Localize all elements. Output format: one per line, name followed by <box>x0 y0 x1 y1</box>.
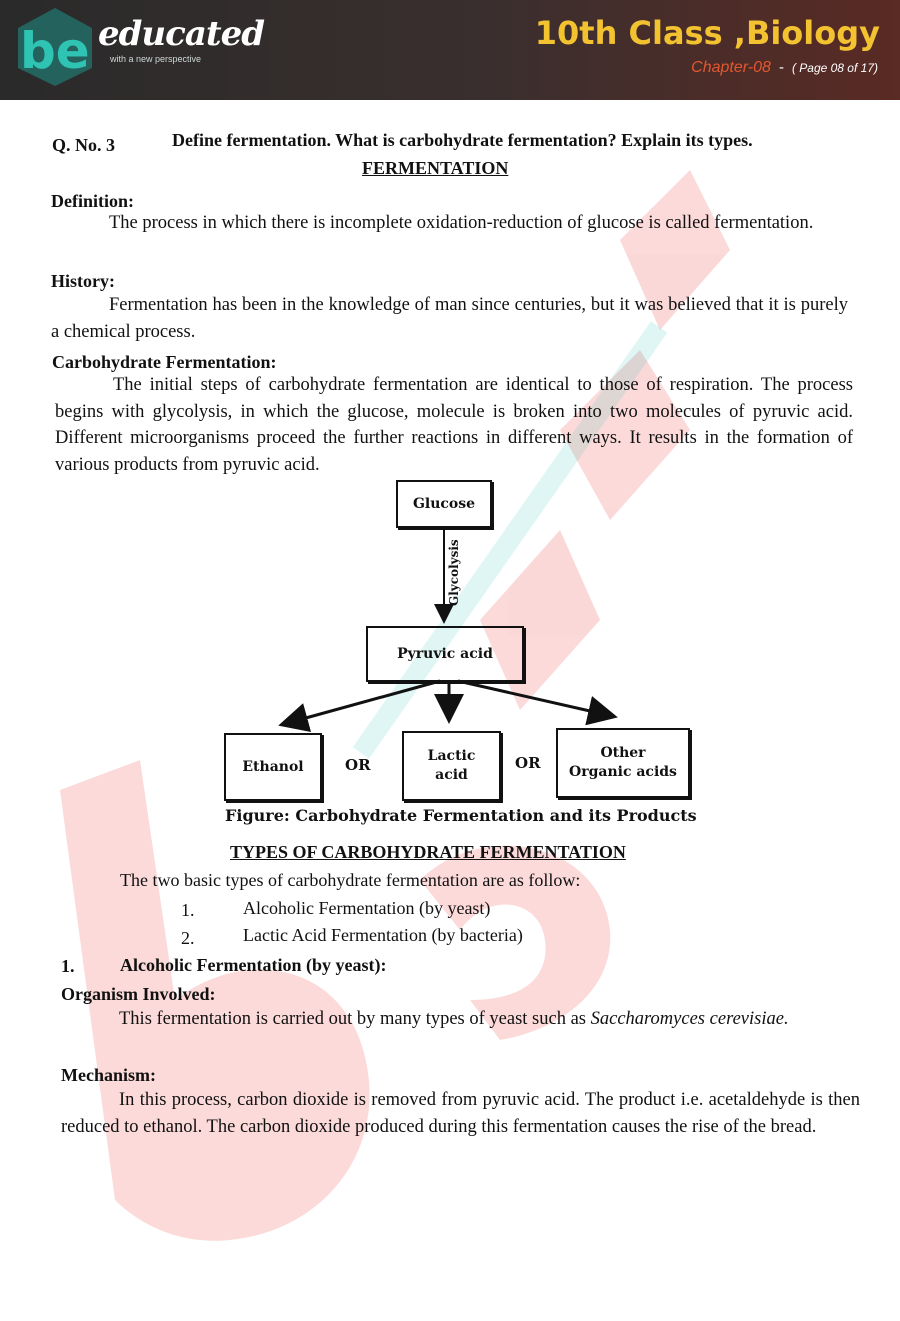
or-label-2: OR <box>515 754 541 772</box>
history-body: Fermentation has been in the knowledge of man since centuries, but it was believed that it is purely a chemical process. <box>51 295 848 342</box>
types-item-1: Alcoholic Fermentation (by yeast) <box>243 898 491 918</box>
figure-caption-b: Fermentation and its Products <box>422 806 697 825</box>
types-intro: The two basic types of carbohydrate fermentation are as follow: <box>120 870 581 890</box>
types-heading: TYPES OF CARBOHYDRATE FERMENTATION <box>230 842 626 862</box>
mechanism-label: Mechanism: <box>61 1065 156 1085</box>
class-title: 10th Class ,Biology <box>534 14 880 52</box>
organism-body: This fermentation is carried out by many types of yeast such as <box>119 1009 591 1029</box>
figure-caption <box>225 803 697 829</box>
page-number: ( Page 08 of 17) <box>791 61 878 75</box>
ethanol-box: Ethanol <box>224 733 322 801</box>
carbohydrate-body: The initial steps of carbohydrate fermentation are identical to those of respiration. The process begins with glycolysis, in which the glucose, molecule is broken into two molecules of pyruvic acid. Different microorganisms proceed the further reactions in different ways. It results in the formation of various products from pyruvic acid. <box>55 375 853 475</box>
history-label: History: <box>51 271 115 291</box>
organism-species-genus: Saccharomyces <box>590 1009 706 1029</box>
definition-body: The process in which there is incomplete oxidation-reduction of glucose is called fermentation. <box>109 213 814 233</box>
other-line-1: Other <box>600 745 646 761</box>
organism-text <box>61 1006 858 1033</box>
types-item-2-number: 2. <box>181 928 195 948</box>
carbohydrate-label: Carbohydrate Fermentation: <box>52 352 277 372</box>
other-line-2: Organic acids <box>569 764 677 780</box>
other-organic-acids-box <box>556 728 690 798</box>
figure-caption-a: Figure: Carbohydrate <box>225 806 423 825</box>
definition-label: Definition: <box>51 191 134 211</box>
svg-text:be: be <box>20 22 90 80</box>
mechanism-body: In this process, carbon dioxide is removed from pyruvic acid. The product i.e. acetaldehyde is then reduced to ethanol. The carbon dioxide produced during this fermentation causes the rise of the bread. <box>61 1090 860 1137</box>
lactic-line-2: acid <box>435 767 468 783</box>
question-text: Define fermentation. What is carbohydrate fermentation? Explain its types. <box>172 130 753 150</box>
types-item-2: Lactic Acid Fermentation (by bacteria) <box>243 925 523 945</box>
types-item-1-number: 1. <box>181 900 195 920</box>
alcoholic-number: 1. <box>61 956 75 976</box>
alcoholic-heading: Alcoholic Fermentation (by yeast): <box>120 955 387 975</box>
or-label-1: OR <box>345 756 371 774</box>
organism-label: Organism Involved: <box>61 984 216 1004</box>
lactic-line-1: Lactic <box>427 748 476 764</box>
chapter-separator: - <box>778 59 784 76</box>
lactic-acid-box <box>402 731 501 801</box>
glucose-box: Glucose <box>396 480 492 528</box>
chapter-label: Chapter-08 <box>691 59 771 76</box>
organism-species-epithet: cerevisiae. <box>709 1009 789 1029</box>
pyruvic-acid-box: Pyruvic acid <box>366 626 524 682</box>
logo-wordmark: educated <box>98 14 264 54</box>
section-heading: FERMENTATION <box>362 158 509 178</box>
question-number: Q. No. 3 <box>52 135 115 155</box>
logo-tagline: with a new perspective <box>110 54 202 64</box>
glycolysis-label: Glycolysis <box>447 539 461 606</box>
mechanism-text <box>61 1087 860 1140</box>
